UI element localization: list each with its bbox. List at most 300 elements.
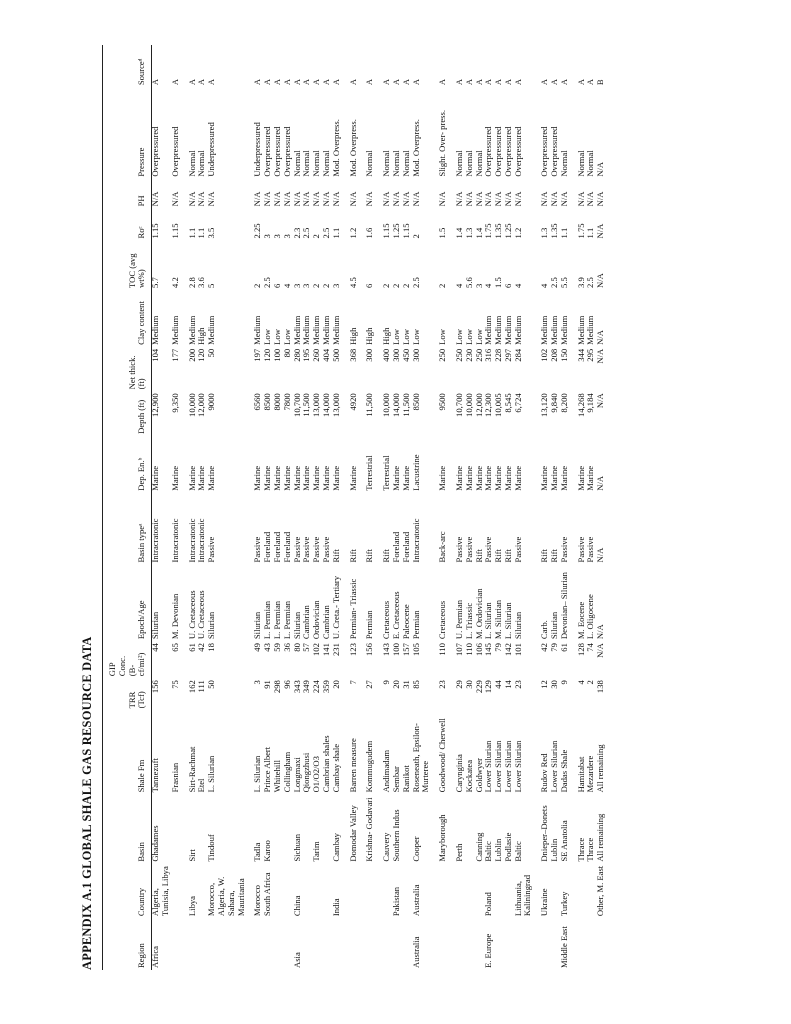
cell-source: A (453, 78, 464, 86)
cell-btype: Passive (453, 536, 464, 563)
cell-region (358, 918, 375, 970)
cell-btype: Rift (364, 549, 375, 563)
cell-toc: 5.5 (558, 277, 569, 288)
cell-region: Africa (150, 946, 161, 968)
cell-country: Libya (186, 896, 197, 917)
cell-source: A (502, 78, 513, 86)
cell-epoch: L. Permian (271, 600, 282, 640)
cell-region (207, 918, 246, 970)
cell-pressure: Normal (311, 150, 322, 177)
cell-dep: Marine (252, 465, 263, 491)
cell-ph: N/A (252, 191, 263, 207)
cell-dep: Marine (493, 465, 504, 491)
table-row (171, 45, 181, 970)
cell-epoch: Cretaceous (381, 600, 392, 640)
cell-gip: 79 (549, 643, 560, 652)
cell-ro: 1.5 (437, 227, 448, 239)
column-header-toc: TOC (avg wt%) (126, 253, 147, 288)
cell-clay: Low (410, 329, 421, 345)
table-row (596, 45, 606, 970)
cell-shale: Lower Silurian (549, 740, 560, 793)
cell-shale: Prince Albert (262, 746, 273, 793)
cell-region (302, 918, 312, 970)
cell-epoch: U. Cretaceous (186, 590, 197, 640)
cell-epoch: Permian (410, 610, 421, 640)
cell-shale: Lower Silurian (502, 740, 513, 793)
cell-gip: 145 (483, 643, 494, 656)
cell-net: 230 (463, 348, 474, 362)
cell-ph: N/A (585, 191, 596, 207)
cell-epoch: Carb. (539, 620, 550, 640)
cell-btype: Passive (311, 536, 322, 563)
cell-epoch: L. Silurian (502, 602, 513, 640)
cell-shale: Roseneath, Epsilon-Murteree (410, 723, 431, 793)
cell-source: A (281, 78, 292, 86)
cell-epoch: M. Silurian (493, 599, 504, 640)
cell-region (431, 918, 448, 970)
column-header-dep: Dep. En.ᵇ (136, 457, 147, 491)
cell-depth: 11,500 (364, 393, 375, 417)
cell-clay: Medium (493, 315, 504, 345)
cell-trr: 3 (252, 680, 263, 685)
cell-trr: 44 (493, 680, 504, 689)
cell-source: A (196, 78, 207, 86)
cell-ro: 1.2 (512, 227, 523, 239)
cell-ph: N/A (206, 191, 217, 207)
cell-ro: N/A (595, 223, 606, 239)
table-row (312, 45, 322, 970)
cell-net: 400 (381, 348, 392, 362)
cell-net: 316 (483, 348, 494, 362)
cell-clay: Medium (575, 315, 586, 345)
table-row (358, 45, 375, 970)
cell-epoch: L. Permian (281, 600, 292, 640)
cell-clay: Medium (558, 315, 569, 345)
cell-depth: 14,000 (390, 393, 401, 417)
cell-net: 344 (575, 348, 586, 362)
cell-ro: 1.15 (381, 223, 392, 239)
cell-toc: 6 (271, 283, 282, 288)
cell-country: Turkey (558, 891, 569, 917)
cell-region (392, 918, 402, 970)
cell-dep: Marine (575, 465, 586, 491)
cell-net: 300 (410, 348, 421, 362)
cell-basin: Dnieper–Donets (539, 805, 550, 862)
cell-dep: Marine (463, 465, 474, 491)
cell-toc: 3 (301, 283, 312, 288)
cell-depth: 11,500 (301, 393, 312, 417)
cell-epoch: Silurian (150, 611, 161, 640)
cell-ro: 1.75 (483, 223, 494, 239)
cell-depth: 12,900 (150, 393, 161, 417)
cell-gip: 106 (473, 643, 484, 656)
cell-net: 500 (330, 348, 341, 362)
cell-ph: N/A (291, 191, 302, 207)
cell-clay: Low (281, 329, 292, 345)
cell-source: A (512, 78, 523, 86)
cell-clay: Medium (320, 315, 331, 345)
cell-dep: Marine (437, 465, 448, 491)
cell-gip: 42 (196, 643, 207, 652)
cell-dep: Marine (473, 465, 484, 491)
cell-epoch: Paleocene (400, 604, 411, 640)
cell-clay: High (364, 327, 375, 345)
cell-country (302, 864, 312, 918)
table-row (484, 45, 494, 970)
cell-clay: Low (400, 329, 411, 345)
cell-trr: 91 (262, 680, 273, 689)
cell-gip: 44 (150, 643, 161, 652)
page-title: APPENDIX A.1 GLOBAL SHALE GAS RESOURCE DATA (80, 636, 94, 970)
cell-basin: Baltic (512, 841, 523, 862)
cell-epoch: L. Oligocene (585, 594, 596, 640)
cell-ro: 1.35 (549, 223, 560, 239)
cell-basin: Lublin (549, 838, 560, 862)
cell-gip: 102 (311, 643, 322, 656)
cell-basin: Podlasie (502, 832, 513, 862)
cell-gip: 49 (252, 643, 263, 652)
cell-depth: 9500 (437, 393, 448, 411)
cell-clay: Medium (483, 315, 494, 345)
cell-country (171, 864, 181, 918)
table-row (514, 45, 534, 970)
cell-shale: Sembar (390, 766, 401, 793)
cell-dep: Marine (585, 465, 596, 491)
cell-depth: 13,000 (330, 393, 341, 417)
cell-country: Australia (410, 884, 421, 917)
cell-dep: N/A (595, 475, 606, 491)
cell-shale: Hamitabat (575, 756, 586, 793)
cell-toc: 6 (364, 283, 375, 288)
cell-country: Poland (483, 892, 494, 917)
cell-pressure: Normal (585, 150, 596, 177)
cell-net: 100 (271, 348, 282, 362)
table-row (560, 45, 570, 970)
cell-dep: Marine (502, 465, 513, 491)
cell-toc: N/A (595, 273, 606, 288)
cell-gip: 142 (502, 643, 513, 656)
cell-shale: Longmaxi (291, 757, 302, 793)
cell-toc: 4 (512, 283, 523, 288)
cell-btype: Passive (463, 536, 474, 563)
cell-ph: N/A (381, 191, 392, 207)
cell-btype: Rift (473, 549, 484, 563)
cell-pressure: Normal (390, 150, 401, 177)
cell-btype: Passive (206, 536, 217, 563)
cell-epoch: L. Triassic (463, 602, 474, 640)
cell-pressure: Overpressured (493, 126, 504, 177)
cell-source: A (347, 78, 358, 86)
cell-btype: Intracratonic (186, 518, 197, 563)
cell-shale: L. Silurian (206, 755, 217, 793)
cell-btype: Passive (301, 536, 312, 563)
cell-ph: N/A (271, 191, 282, 207)
cell-pressure: Overpressured (483, 126, 494, 177)
cell-source: A (186, 78, 197, 86)
cell-trr: 138 (595, 680, 606, 694)
cell-clay: Low (453, 329, 464, 345)
cell-ph: N/A (320, 191, 331, 207)
cell-shale: O1/O2/O3 (311, 756, 322, 793)
cell-region (504, 918, 514, 970)
cell-depth: 7800 (281, 393, 292, 411)
cell-epoch: Silurian (512, 611, 523, 640)
cell-toc: 5.7 (150, 277, 161, 288)
table-row (151, 45, 171, 970)
cell-dep: Marine (271, 465, 282, 491)
cell-dep: Marine (549, 465, 560, 491)
cell-basin: Sichuan (291, 833, 302, 862)
cell-depth: 8,200 (558, 393, 569, 413)
cell-epoch: Cambrian (301, 605, 312, 640)
cell-source: A (271, 78, 282, 86)
cell-pressure: Overpressured (549, 126, 560, 177)
cell-pressure: Overpressured (281, 126, 292, 177)
table-row (322, 45, 332, 970)
cell-gip: 65 (169, 643, 180, 652)
cell-depth: 9,840 (549, 393, 560, 413)
cell-ro: 2.5 (320, 227, 331, 239)
cell-net: 104 (150, 348, 161, 362)
cell-toc: 5 (206, 283, 217, 288)
column-header-source: Sourceᵈ (136, 58, 147, 86)
cell-depth: 10,000 (186, 393, 197, 417)
cell-country (570, 864, 587, 918)
table-row (402, 45, 412, 970)
cell-dep: Terrestrial (364, 455, 375, 491)
cell-country: China (291, 895, 302, 917)
cell-source: A (483, 78, 494, 86)
cell-pressure: Normal (320, 150, 331, 177)
cell-net: 250 (437, 348, 448, 362)
cell-clay: Medium (539, 315, 550, 345)
cell-dep: Marine (330, 465, 341, 491)
cell-trr: 30 (463, 680, 474, 689)
cell-trr: 27 (364, 680, 375, 689)
cell-toc: 3.6 (196, 277, 207, 288)
cell-net: 120 (196, 348, 207, 362)
cell-epoch: E. Cretaceous (390, 591, 401, 640)
cell-source: A (437, 78, 448, 86)
cell-depth: 13,120 (539, 393, 550, 417)
cell-source: A (463, 78, 474, 86)
cell-shale: Dadas Shale (558, 749, 569, 793)
cell-basin: Baltic (483, 841, 494, 862)
cell-ro: 2 (311, 234, 322, 239)
cell-pressure: Normal (381, 150, 392, 177)
cell-ph: N/A (575, 191, 586, 207)
cell-shale: Lower Silurian (512, 740, 523, 793)
cell-pressure: N/A (595, 161, 606, 177)
cell-clay: Medium (301, 315, 312, 345)
cell-net: 50 (206, 348, 217, 358)
column-header-btype: Basin typeᵃ (136, 523, 147, 563)
cell-pressure: Normal (400, 150, 411, 177)
cell-toc: 2 (400, 283, 411, 288)
cell-net: 197 (252, 348, 263, 362)
cell-country (312, 864, 322, 918)
cell-pressure: Normal (301, 150, 312, 177)
cell-basin: Domodar Valley (347, 805, 358, 862)
cell-pressure: Normal (186, 150, 197, 177)
cell-shale: L. Silurian (252, 755, 263, 793)
cell-ph: N/A (473, 191, 484, 207)
table-row (332, 45, 342, 970)
cell-pressure: Overpressured (539, 126, 550, 177)
cell-clay: Medium (169, 315, 180, 345)
cell-region (273, 918, 283, 970)
cell-net: 404 (320, 348, 331, 362)
column-header-net: Net thick. (ft) (126, 355, 147, 390)
cell-btype: Back-arc (437, 531, 448, 563)
cell-ro: 1.75 (575, 223, 586, 239)
cell-trr: 359 (320, 680, 331, 694)
cell-ph: N/A (502, 191, 513, 207)
table-row (181, 45, 198, 970)
cell-basin: Karoo (262, 840, 273, 862)
cell-depth: 6560 (252, 393, 263, 411)
cell-ro: 1.6 (364, 227, 375, 239)
cell-gip: 107 (453, 643, 464, 656)
cell-clay: Medium (186, 315, 197, 345)
cell-country (358, 864, 375, 918)
cell-depth: 9000 (206, 393, 217, 411)
cell-ph: N/A (196, 191, 207, 207)
cell-country: Morocco (252, 885, 263, 917)
cell-pressure: Overpressured (150, 126, 161, 177)
cell-basin: Cauvery (381, 832, 392, 862)
cell-ph: N/A (539, 191, 550, 207)
cell-ph: N/A (558, 191, 569, 207)
cell-net: N/A (595, 348, 606, 364)
cell-dep: Marine (301, 465, 312, 491)
cell-epoch: U. Creta.- Tertiary (330, 575, 341, 640)
cell-ph: N/A (186, 191, 197, 207)
cell-region (263, 918, 273, 970)
cell-shale: Sirt-Rachmat (186, 746, 197, 793)
cell-trr: 349 (301, 680, 312, 694)
cell-trr: 224 (311, 680, 322, 694)
cell-net: 102 (539, 348, 550, 362)
cell-source: A (400, 78, 411, 86)
cell-net: 80 (281, 348, 292, 358)
cell-epoch: Silurian (549, 611, 560, 640)
cell-country (448, 864, 465, 918)
cell-region (465, 918, 475, 970)
cell-clay: Medium (549, 315, 560, 345)
cell-depth: 10,000 (463, 393, 474, 417)
cell-clay: Medium (311, 315, 322, 345)
cell-toc: 4 (281, 283, 292, 288)
cell-pressure: Normal (196, 150, 207, 177)
cell-basin: Canning (473, 832, 484, 862)
cell-shale: Kockatea (463, 759, 474, 793)
cell-epoch: U. Permian (453, 599, 464, 640)
cell-source: A (549, 78, 560, 86)
cell-net: 300 (390, 348, 401, 362)
cell-shale: Mezardere (585, 755, 596, 793)
cell-basin: Southern Indus (390, 809, 401, 862)
cell-pressure: Mod. Overpress. (330, 119, 341, 177)
cell-ph: N/A (595, 191, 606, 207)
cell-btype: Rift (381, 549, 392, 563)
cell-dep: Marine (262, 465, 273, 491)
cell-net: 200 (186, 348, 197, 362)
table-row (494, 45, 504, 970)
cell-ro: 1.1 (558, 227, 569, 239)
cell-trr: 111 (196, 680, 207, 693)
cell-dep: Terrestrial (381, 455, 392, 491)
cell-pressure: Overpressured (169, 126, 180, 177)
cell-basin: Thrace (585, 837, 596, 862)
cell-toc: 4 (453, 283, 464, 288)
cell-gip: 74 (585, 643, 596, 652)
cell-source: A (473, 78, 484, 86)
cell-pressure: Normal (463, 150, 474, 177)
cell-gip: 61 (558, 643, 569, 652)
cell-dep: Marine (400, 465, 411, 491)
cell-ro: 1.2 (347, 227, 358, 239)
cell-depth: 10,000 (381, 393, 392, 417)
cell-dep: Marine (150, 465, 161, 491)
cell-country: Lithuania, Kaliningrad (512, 875, 533, 917)
table-row (570, 45, 587, 970)
cell-source: A (320, 78, 331, 86)
cell-toc: 2.5 (549, 277, 560, 288)
cell-ro: 1.1 (196, 227, 207, 239)
cell-clay: Low (390, 329, 401, 345)
cell-trr: 129 (483, 680, 494, 694)
cell-trr: 229 (473, 680, 484, 694)
cell-basin: Perth (453, 843, 464, 862)
cell-basin: Cooper (410, 836, 421, 862)
column-header-country: Country (136, 887, 147, 917)
table-header (106, 45, 151, 970)
cell-toc: 2 (381, 283, 392, 288)
cell-clay: High (381, 327, 392, 345)
cell-source: B (595, 79, 606, 86)
cell-basin: Thrace (575, 837, 586, 862)
cell-dep: Marine (539, 465, 550, 491)
cell-epoch: Ordovician (311, 600, 322, 640)
cell-net: 250 (473, 348, 484, 362)
cell-shale: Lower Silurian (493, 740, 504, 793)
cell-shale: Collingham (281, 751, 292, 793)
cell-btype: Rift (493, 549, 504, 563)
cell-shale: Goodwood/ Cherwell (437, 718, 448, 793)
cell-region (494, 918, 504, 970)
cell-basin (273, 794, 283, 863)
cell-net: 280 (291, 348, 302, 362)
cell-ro: 1.4 (453, 227, 464, 239)
cell-region (586, 918, 596, 970)
cell-clay: Low (437, 329, 448, 345)
column-header-region: Region (136, 943, 147, 968)
cell-basin: SE Anatolia (558, 820, 569, 862)
cell-net: 295 (585, 348, 596, 362)
cell-epoch: U. Cretaceous (196, 590, 207, 640)
cell-pressure: Normal (575, 150, 586, 177)
cell-clay: Low (271, 329, 282, 345)
table-row (465, 45, 475, 970)
cell-btype: N/A (595, 547, 606, 563)
cell-btype: Intracratonic (150, 518, 161, 563)
cell-epoch: Permian (364, 610, 375, 640)
cell-depth: 12,300 (483, 393, 494, 417)
cell-gip: 36 (281, 643, 292, 652)
cell-net: 177 (169, 348, 180, 362)
cell-country: South Africa (262, 872, 273, 917)
